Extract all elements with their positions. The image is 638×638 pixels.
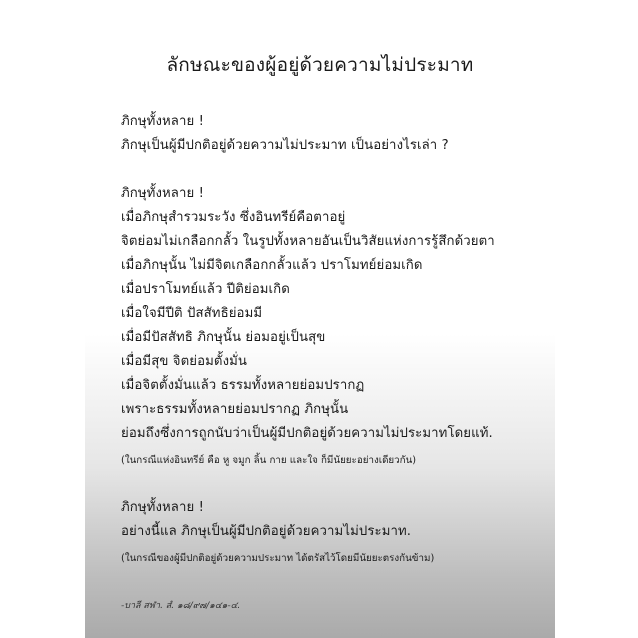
paragraph-line: เมื่อมีปัสสัทธิ ภิกษุนั้น ย่อมอยู่เป็นสุข [121, 330, 326, 345]
paragraph-line: อย่างนี้แล ภิกษุเป็นผู้มีปกติอยู่ด้วยความไม่ประมาท. [121, 524, 412, 539]
scripture-reference: -บาลี สฬา. สํ. ๑๘/๙๗/๑๔๑-๔. [121, 601, 241, 611]
paragraph-line: เมื่อภิกษุนั้น ไม่มีจิตเกลือกกลั้วแล้ว ปราโมทย์ย่อมเกิด [121, 258, 423, 273]
paragraph-line: ภิกษุเป็นผู้มีปกติอยู่ด้วยความไม่ประมาท เป็นอย่างไรเล่า ? [121, 138, 449, 153]
paragraph-line: จิตย่อมไม่เกลือกกลั้ว ในรูปทั้งหลายอันเป็นวิสัยแห่งการรู้สึกด้วยตา [121, 234, 495, 249]
paragraph-line: เมื่อจิตตั้งมั่นแล้ว ธรรมทั้งหลายย่อมปรากฏ [121, 378, 365, 393]
paragraph-line: เมื่อปราโมทย์แล้ว ปีติย่อมเกิด [121, 282, 290, 297]
paragraph-line: ภิกษุทั้งหลาย ! [121, 186, 204, 201]
document-page [85, 30, 555, 638]
footnote-opposite: (ในกรณีของผู้มีปกติอยู่ด้วยความประมาท ได้ตรัสไว้โดยมีนัยยะตรงกันข้าม) [121, 553, 435, 564]
footnote-senses: (ในกรณีแห่งอินทรีย์ คือ หู จมูก ลิ้น กาย และใจ ก็มีนัยยะอย่างเดียวกัน) [121, 455, 417, 466]
page-title: ลักษณะของผู้อยู่ด้วยความไม่ประมาท [166, 54, 474, 76]
paragraph-line: เพราะธรรมทั้งหลายย่อมปรากฏ ภิกษุนั้น [121, 402, 349, 417]
paragraph-line: เมื่อใจมีปีติ ปัสสัทธิย่อมมี [121, 306, 263, 321]
paragraph-line: เมื่อภิกษุสำรวมระวัง ซึ่งอินทรีย์คือตาอยู่ [121, 210, 346, 225]
paragraph-line: ย่อมถึงซึ่งการถูกนับว่าเป็นผู้มีปกติอยู่ด้วยความไม่ประมาทโดยแท้. [121, 426, 493, 441]
paragraph-line: ภิกษุทั้งหลาย ! [121, 500, 204, 515]
paragraph-line: ภิกษุทั้งหลาย ! [121, 114, 204, 129]
paragraph-line: เมื่อมีสุข จิตย่อมตั้งมั่น [121, 354, 248, 369]
